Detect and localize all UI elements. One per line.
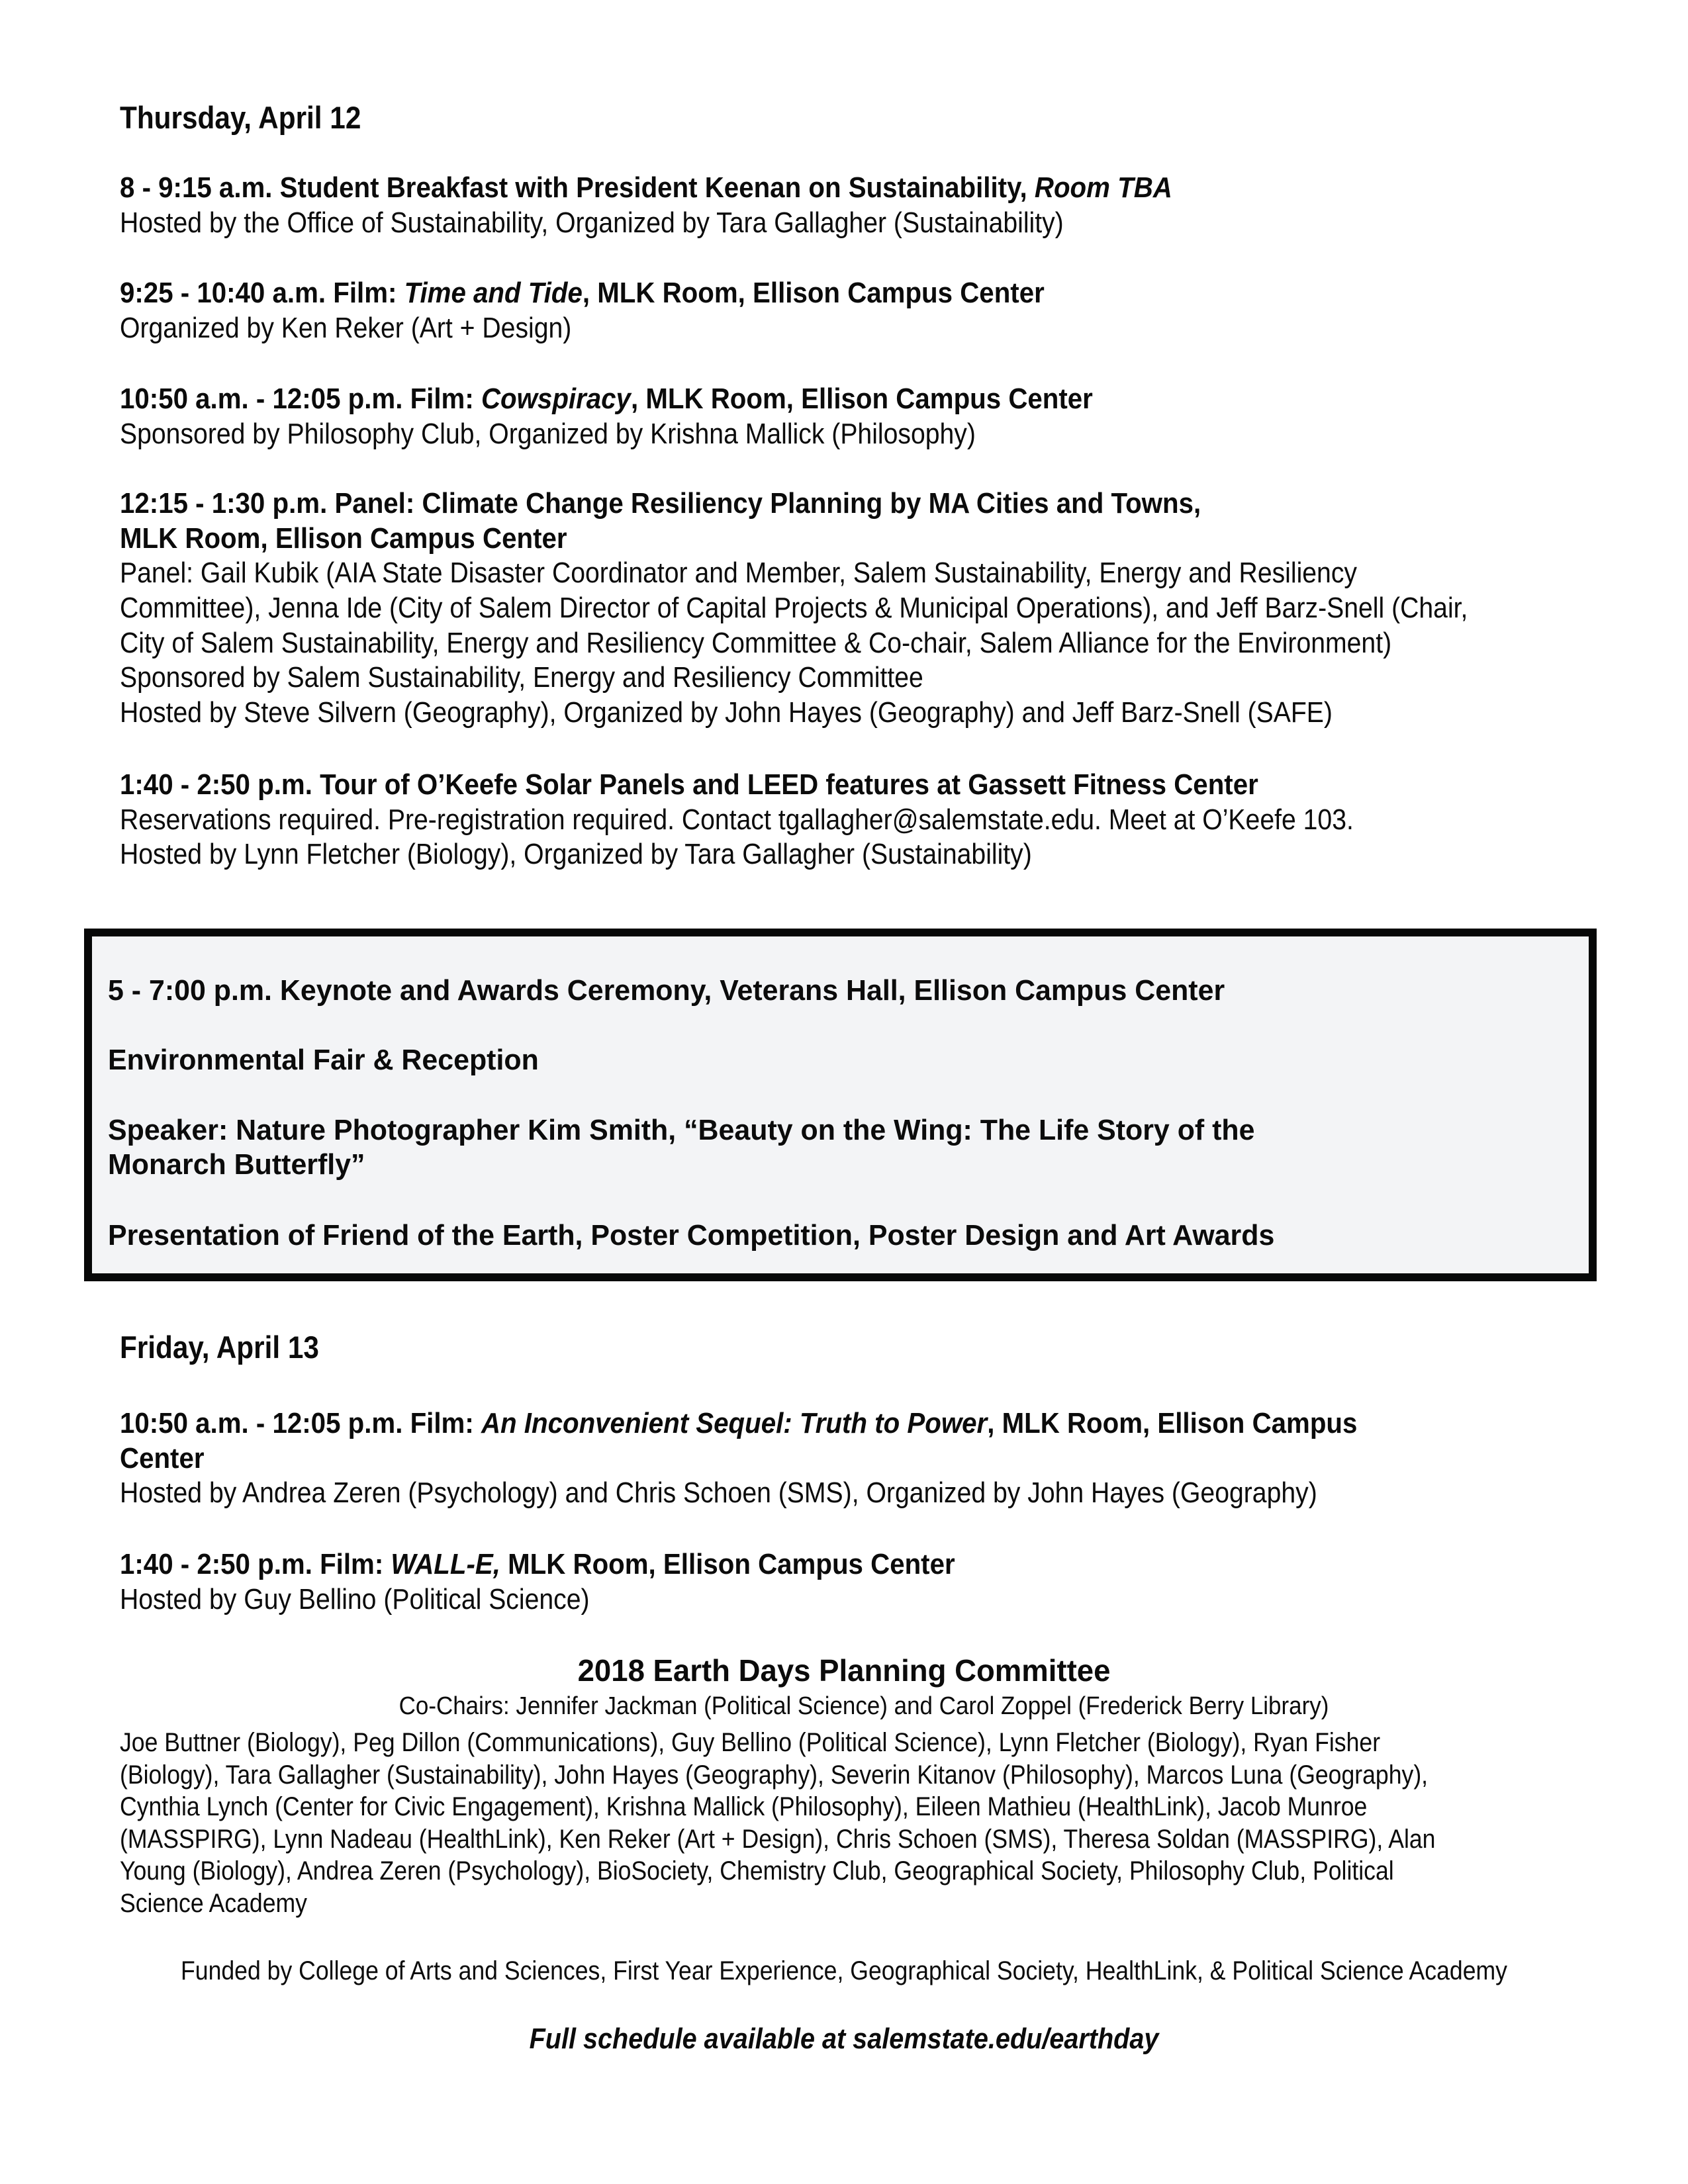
- event-title: [120, 276, 1045, 311]
- awards-line: Presentation of Friend of the Earth, Poster Competition, Poster Design and Art Awards: [108, 1219, 1275, 1251]
- event-title-text: 9:25 - 10:40 a.m. Film:: [120, 277, 404, 309]
- event-detail: Panel: Gail Kubik (AIA State Disaster Coordinator and Member, Salem Sustainability, Energy and Resiliency: [120, 557, 1357, 590]
- event-detail: Hosted by Andrea Zeren (Psychology) and Chris Schoen (SMS), Organized by John Hayes (Geography): [120, 1477, 1317, 1510]
- environmental-fair-line: Environmental Fair & Reception: [108, 1044, 539, 1076]
- event-detail: Organized by Ken Reker (Art + Design): [120, 311, 572, 344]
- event-location: , MLK Room, Ellison Campus: [987, 1407, 1358, 1439]
- event-film-cowspiracy: [120, 382, 1183, 451]
- event-film-inconvenient-sequel: [120, 1406, 1472, 1511]
- event-location-italic: Room TBA: [1034, 171, 1172, 204]
- event-detail: Hosted by the Office of Sustainability, Organized by Tara Gallagher (Sustainability): [120, 206, 1064, 239]
- speaker-line: Speaker: Nature Photographer Kim Smith, “Beauty on the Wing: The Life Story of the: [108, 1114, 1255, 1146]
- event-detail: City of Salem Sustainability, Energy and Resiliency Committee & Co-chair, Salem Alliance for the Environment): [120, 626, 1392, 659]
- friday-heading-block: [120, 1330, 341, 1365]
- full-schedule-row: [0, 2022, 1688, 2056]
- committee-member-line: Young (Biology), Andrea Zeren (Psychology), BioSociety, Chemistry Club, Geographical Society, Philosophy Club, Political: [120, 1856, 1394, 1886]
- event-title-text: 1:40 - 2:50 p.m. Film:: [120, 1548, 391, 1580]
- committee-member-line: Cynthia Lynch (Center for Civic Engagement), Krishna Mallick (Philosophy), Eileen Mathieu (HealthLink), Jacob Munroe: [120, 1792, 1368, 1821]
- event-title: 12:15 - 1:30 p.m. Panel: Climate Change Resiliency Planning by MA Cities and Towns,: [120, 487, 1201, 520]
- funded-by-row: [0, 1955, 1688, 1987]
- event-title-text: 8 - 9:15 a.m. Student Breakfast with President Keenan on Sustainability,: [120, 171, 1035, 204]
- event-title-text: 10:50 a.m. - 12:05 p.m. Film:: [120, 1407, 481, 1439]
- event-title: 1:40 - 2:50 p.m. Tour of O’Keefe Solar Panels and LEED features at Gassett Fitness Center: [120, 768, 1258, 801]
- event-climate-panel: [120, 486, 1634, 731]
- keynote-featured-box: [84, 929, 1597, 1281]
- event-detail: Committee), Jenna Ide (City of Salem Director of Capital Projects & Municipal Operations), and Jeff Barz-Snell (Chair,: [120, 592, 1468, 625]
- film-title-italic: An Inconvenient Sequel: Truth to Power: [481, 1407, 988, 1439]
- committee-member-line: Science Academy: [120, 1888, 307, 1918]
- co-chairs-row: [0, 1690, 1688, 1722]
- event-detail: Sponsored by Philosophy Club, Organized by Krishna Mallick (Philosophy): [120, 417, 976, 450]
- committee-member-line: Joe Buttner (Biology), Peg Dillon (Communications), Guy Bellino (Political Science), Lynn Fletcher (Biology), Ryan Fisher: [120, 1728, 1381, 1757]
- event-detail: Hosted by Lynn Fletcher (Biology), Organized by Tara Gallagher (Sustainability): [120, 838, 1032, 871]
- event-location: , MLK Room, Ellison Campus Center: [630, 383, 1093, 415]
- keynote-title: 5 - 7:00 p.m. Keynote and Awards Ceremony, Veterans Hall, Ellison Campus Center: [108, 974, 1225, 1007]
- event-detail: Reservations required. Pre-registration required. Contact tgallagher@salemstate.edu. Meet at O’Keefe 103.: [120, 803, 1354, 836]
- thursday-heading-block: [120, 101, 388, 136]
- committee-members: [120, 1727, 1598, 1919]
- full-schedule-text: Full schedule available at salemstate.edu/earthday: [529, 2023, 1159, 2055]
- film-title-italic: Cowspiracy: [481, 383, 631, 415]
- event-title: [120, 1547, 955, 1582]
- event-location: , MLK Room, Ellison Campus Center: [582, 277, 1045, 309]
- event-solar-tour: [120, 768, 1506, 872]
- event-film-time-and-tide: [120, 276, 1131, 345]
- event-detail: Hosted by Steve Silvern (Geography), Organized by John Hayes (Geography) and Jeff Barz-Snell (SAFE): [120, 696, 1333, 729]
- committee-heading-row: [0, 1653, 1688, 1688]
- committee-member-line: (MASSPIRG), Lynn Nadeau (HealthLink), Ken Reker (Art + Design), Chris Schoen (SMS), Theresa Soldan (MASSPIRG), Alan: [120, 1824, 1436, 1854]
- event-detail: Sponsored by Salem Sustainability, Energy and Resiliency Committee: [120, 661, 923, 694]
- co-chairs: Co-Chairs: Jennifer Jackman (Political Science) and Carol Zoppel (Frederick Berry Library): [399, 1692, 1329, 1720]
- film-title-italic: WALL-E,: [391, 1548, 500, 1580]
- day-heading-thursday: Thursday, April 12: [120, 100, 361, 135]
- event-title: [120, 1406, 1357, 1441]
- committee-heading: 2018 Earth Days Planning Committee: [577, 1653, 1111, 1688]
- event-location: MLK Room, Ellison Campus Center: [500, 1548, 955, 1580]
- event-detail: Hosted by Guy Bellino (Political Science): [120, 1582, 590, 1615]
- speaker-line-continued: Monarch Butterfly”: [108, 1148, 365, 1181]
- event-title: [120, 171, 1172, 206]
- committee-member-line: (Biology), Tara Gallagher (Sustainability), John Hayes (Geography), Severin Kitanov (Philosophy), Marcos Luna (Geography),: [120, 1760, 1429, 1790]
- event-title: [120, 382, 1093, 417]
- event-title-text: 10:50 a.m. - 12:05 p.m. Film:: [120, 383, 481, 415]
- event-title-continued: Center: [120, 1441, 205, 1475]
- event-title-continued: MLK Room, Ellison Campus Center: [120, 522, 567, 555]
- day-heading-friday: Friday, April 13: [120, 1330, 319, 1365]
- event-film-wall-e: [120, 1547, 1033, 1617]
- film-title-italic: Time and Tide: [404, 277, 583, 309]
- funded-by-text: Funded by College of Arts and Sciences, First Year Experience, Geographical Society, HealthLink, & Political Science Academy: [181, 1956, 1507, 1985]
- event-student-breakfast: [120, 171, 1270, 240]
